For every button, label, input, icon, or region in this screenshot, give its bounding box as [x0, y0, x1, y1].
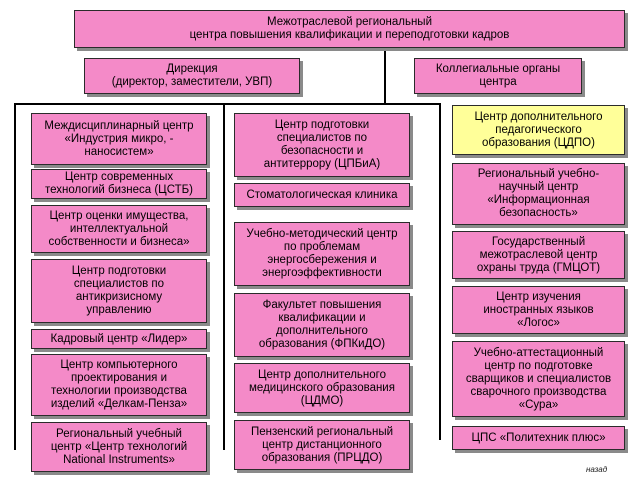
connector-top-horizontal: [14, 103, 441, 105]
middle-unit-box: Пензенский региональный центр дистанционного образования (ПРЦДО): [234, 420, 410, 470]
right-unit-box: ЦПС «Политехник плюс»: [452, 426, 625, 450]
connector-middle-vertical: [223, 103, 225, 450]
right-unit-box: Центр изучения иностранных языков «Логос»: [452, 286, 625, 334]
header-box: Межотраслевой региональный центра повышения квалификации и переподготовки кадров: [74, 10, 625, 48]
left-unit-box: Центр оценки имущества, интеллектуальной собственности и бизнеса»: [31, 205, 207, 253]
left-unit-box: Центр современных технологий бизнеса (ЦСТБ): [31, 169, 207, 199]
right-unit-box: Учебно-аттестационный центр по подготовке сварщиков и специалистов сварочного производства «Сура»: [452, 341, 625, 417]
right-unit-box-highlighted: Центр дополнительного педагогического образования (ЦДПО): [452, 105, 625, 155]
connector-right-vertical: [439, 103, 441, 440]
left-unit-box: Междисциплинарный центр «Индустрия микро, - наносистем»: [31, 113, 207, 165]
left-unit-box: Центр подготовки специалистов по антикризисному управлению: [31, 259, 207, 323]
left-unit-box: Кадровый центр «Лидер»: [31, 329, 207, 349]
right-unit-box: Региональный учебно- научный центр «Информационная безопасность»: [452, 163, 625, 225]
connector-trunk: [384, 50, 386, 103]
middle-unit-box: Центр подготовки специалистов по безопасности и антитеррору (ЦПБиА): [234, 113, 410, 177]
back-link[interactable]: назад: [586, 465, 608, 474]
middle-unit-box: Центр дополнительного медицинского образования (ЦДМО): [234, 363, 410, 413]
directorate-box: Дирекция (директор, заместители, УВП): [84, 58, 300, 94]
left-unit-box: Региональный учебный центр «Центр технологий National Instruments»: [31, 422, 207, 472]
connector-left-vertical: [14, 103, 16, 450]
collegial-box: Коллегиальные органы центра: [414, 58, 582, 94]
left-unit-box: Центр компьютерного проектирования и технологии производства изделий «Делкам-Пенза»: [31, 354, 207, 416]
middle-unit-box: Учебно-методический центр по проблемам энергосбережения и энергоэффективности: [234, 222, 410, 286]
middle-unit-box: Факультет повышения квалификации и дополнительного образования (ФПКиДО): [234, 293, 410, 357]
right-unit-box: Государственный межотраслевой центр охраны труда (ГМЦОТ): [452, 231, 625, 279]
middle-unit-box: Стоматологическая клиника: [234, 183, 410, 207]
